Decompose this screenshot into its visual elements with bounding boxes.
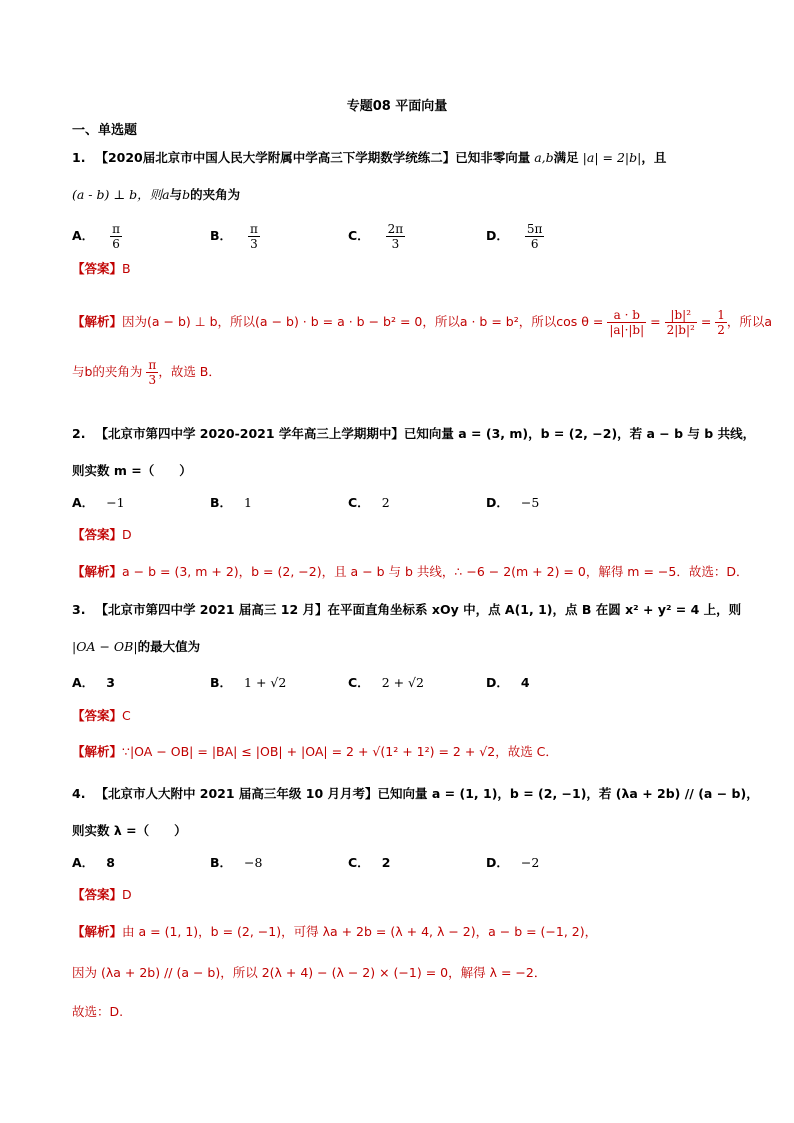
option-text: −5 <box>520 495 540 510</box>
explain-text: ∵|OA − OB| = |BA| ≤ |OB| + |OA| = 2 + √(1² + 1²) = 2 + √2，故选 C． <box>122 744 558 759</box>
option-label: D． <box>486 675 509 690</box>
fraction-num: π <box>250 222 258 236</box>
explain-text: 与b的夹角为 <box>72 364 143 379</box>
option-text: −1 <box>106 495 125 510</box>
option-fraction <box>110 222 122 251</box>
option-label: D． <box>486 855 509 870</box>
q2-answer <box>72 525 132 545</box>
q2-stem-line1 <box>72 424 755 444</box>
option-label: A． <box>72 228 95 243</box>
fraction-num: 1 <box>717 308 725 322</box>
explain-text: a − b = (3, m + 2)，b = (2, −2)，且 a − b 与 b 共线，∴ −6 − 2(m + 2) = 0，解得 m = −5．故选：D． <box>122 564 749 579</box>
option-text: −2 <box>520 855 540 870</box>
q3-expr: |OA − OB| <box>72 639 138 654</box>
answer-value: C <box>122 708 131 723</box>
q1-option-c <box>348 222 405 251</box>
q2-stem-text: 已知向量 a = (3, m)，b = (2, −2)，若 a − b 与 b 共线， <box>403 426 756 441</box>
explain-fraction-1 <box>607 308 646 337</box>
q1-line2-expr: (a - b) ⊥ b，则 <box>72 187 163 202</box>
q4-explanation-line2: 因为 (λa + 2b) // (a − b)，所以 2(λ + 4) − (λ − 2) × (−1) = 0，解得 λ = −2． <box>72 965 547 980</box>
q2-option-d <box>486 493 539 513</box>
fraction-den: 3 <box>148 373 157 387</box>
option-text: 4 <box>520 675 530 690</box>
equals-sign: = <box>700 314 712 329</box>
equals-sign: = <box>650 314 661 329</box>
q3-stem-line2 <box>72 637 200 657</box>
q1-vectors: a,b <box>534 150 554 165</box>
q1-stem-text3: ，且 <box>641 150 667 165</box>
q1-explanation-line2 <box>72 358 221 387</box>
q1-stem-line2 <box>72 185 240 205</box>
fraction-num: π <box>148 358 157 372</box>
page-title: 专题08 平面向量 <box>346 99 448 114</box>
q1-number: 1. <box>72 150 86 165</box>
q1-answer <box>72 259 131 279</box>
q4-number: 4. <box>72 786 86 801</box>
option-text: 1 <box>244 495 252 510</box>
option-fraction <box>386 222 406 251</box>
q1-stem-text: 已知非零向量 <box>455 150 531 165</box>
q1-condition: |a| = 2|b| <box>582 150 642 165</box>
option-label: D． <box>486 228 509 243</box>
fraction-den: 3 <box>250 237 258 251</box>
explain-text: 由 a = (1, 1)，b = (2, −1)，可得 λa + 2b = (λ + 4, λ − 2)，a − b = (−1, 2)， <box>122 924 598 939</box>
q1-line2-b: b <box>182 187 191 202</box>
q3-stem-text2: 的最大值为 <box>137 639 201 654</box>
fraction-num: π <box>112 222 121 236</box>
explain-tag: 【解析】 <box>72 314 123 329</box>
q2-stem-line2: 则实数 m =（ ） <box>72 463 192 478</box>
q3-option-a <box>72 673 115 693</box>
q1-option-b <box>210 222 260 251</box>
answer-tag: 【答案】 <box>72 527 123 542</box>
q4-explanation-line3: 故选：D. <box>72 1004 124 1019</box>
q1-option-a <box>72 222 122 251</box>
q4-option-b <box>210 853 262 873</box>
q3-explanation <box>72 742 558 762</box>
option-label: C． <box>348 855 370 870</box>
option-text: 1 + √2 <box>244 675 287 690</box>
option-label: A． <box>72 675 95 690</box>
q2-option-a <box>72 493 125 513</box>
q3-source: 【北京市第四中学 2021 届高三 12 月】 <box>95 602 328 617</box>
q2-option-b <box>210 493 252 513</box>
fraction-den: 2|b|² <box>666 323 695 337</box>
q1-line2-end: 的夹角为 <box>190 187 241 202</box>
option-label: B． <box>210 228 233 243</box>
q3-option-c <box>348 673 424 693</box>
explain-text-end: ，所以a <box>726 314 773 329</box>
answer-tag: 【答案】 <box>72 708 123 723</box>
q2-source: 【北京市第四中学 2020-2021 学年高三上学期期中】 <box>95 426 404 441</box>
answer-value: D <box>122 887 132 902</box>
answer-value: D <box>122 527 132 542</box>
explain-tag: 【解析】 <box>72 924 123 939</box>
option-fraction <box>248 222 260 251</box>
q1-explanation-line1 <box>72 308 772 337</box>
q2-explanation <box>72 562 748 582</box>
q1-option-d <box>486 222 544 251</box>
q1-stem-line1 <box>72 148 666 168</box>
q1-line2-a: a <box>162 187 170 202</box>
q2-option-c <box>348 493 390 513</box>
fraction-num: 5π <box>526 222 543 236</box>
option-text: 2 <box>381 495 390 510</box>
q3-number: 3. <box>72 602 86 617</box>
answer-tag: 【答案】 <box>72 887 123 902</box>
q4-explanation-line1 <box>72 922 597 942</box>
fraction-num: a · b <box>607 308 646 323</box>
q1-stem-text2: 满足 <box>553 150 579 165</box>
option-text: 2 + √2 <box>381 675 424 690</box>
q4-source: 【北京市人大附中 2021 届高三年级 10 月月考】 <box>95 786 378 801</box>
q3-answer <box>72 706 131 726</box>
q4-option-c <box>348 853 390 873</box>
q4-stem-line1 <box>72 784 759 804</box>
q4-answer <box>72 885 132 905</box>
explain-fraction-4 <box>146 358 158 387</box>
q4-stem-text: 已知向量 a = (1, 1)，b = (2, −1)，若 (λa + 2b) // (a − b)， <box>377 786 759 801</box>
option-label: C． <box>348 228 370 243</box>
q4-stem-line2: 则实数 λ =（ ） <box>72 823 187 838</box>
q1-source: 【2020届北京市中国人民大学附属中学高三下学期数学统练二】 <box>95 150 456 165</box>
explain-tag: 【解析】 <box>72 744 123 759</box>
section-heading: 一、单选题 <box>72 123 138 138</box>
option-fraction <box>525 222 545 251</box>
option-label: A． <box>72 855 95 870</box>
q1-line2-and: 与 <box>169 187 183 202</box>
q3-stem-line1 <box>72 600 741 620</box>
option-label: B． <box>210 855 233 870</box>
option-text: 3 <box>106 675 115 690</box>
explain-fraction-2 <box>665 308 697 337</box>
q3-option-d <box>486 673 530 693</box>
q2-number: 2. <box>72 426 86 441</box>
fraction-den: 2 <box>717 323 725 337</box>
option-label: A． <box>72 495 95 510</box>
option-label: C． <box>348 495 370 510</box>
q4-option-a <box>72 853 115 873</box>
q3-stem-text: 在平面直角坐标系 xOy 中，点 A(1, 1)，点 B 在圆 x² + y² = 4 上，则 <box>327 602 742 617</box>
option-text: −8 <box>244 855 263 870</box>
fraction-den: 6 <box>112 237 120 251</box>
q4-option-d <box>486 853 539 873</box>
explain-tag: 【解析】 <box>72 564 123 579</box>
answer-value: B <box>122 261 131 276</box>
fraction-den: 6 <box>530 237 539 251</box>
fraction-den: 3 <box>391 237 400 251</box>
fraction-den: |a|·|b| <box>609 323 645 337</box>
option-text: 2 <box>381 855 391 870</box>
option-label: D． <box>486 495 509 510</box>
explain-text: 因为(a − b) ⊥ b，所以(a − b) · b = a · b − b² = 0，所以a · b = b²，所以cos θ = <box>122 314 604 329</box>
option-label: B． <box>210 495 233 510</box>
explain-text-end: ，故选 B． <box>158 364 221 379</box>
fraction-num: 2π <box>387 222 404 236</box>
answer-tag: 【答案】 <box>72 261 123 276</box>
q3-option-b <box>210 673 286 693</box>
option-label: C． <box>348 675 370 690</box>
fraction-num: |b|² <box>665 308 697 323</box>
explain-fraction-3 <box>715 308 727 337</box>
option-text: 8 <box>106 855 115 870</box>
option-label: B． <box>210 675 233 690</box>
